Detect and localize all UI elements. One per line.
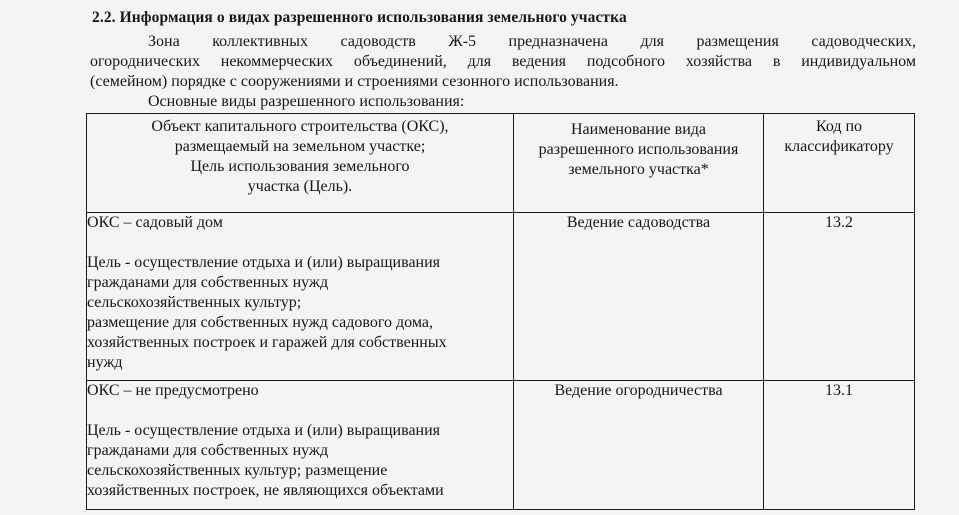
header-line: Объект капитального строительства (ОКС), bbox=[151, 118, 449, 135]
code-cell: 13.2 bbox=[764, 213, 915, 381]
purpose-line: хозяйственных построек и гаражей для собственных bbox=[87, 334, 447, 351]
purpose-line: Цель - осуществление отдыха и (или) выращивания bbox=[87, 422, 441, 439]
code-cell: 13.1 bbox=[764, 381, 915, 510]
purpose-line: размещение для собственных нужд садового дома, bbox=[87, 314, 433, 331]
purpose-line: Цель - осуществление отдыха и (или) выращивания bbox=[87, 254, 441, 271]
purpose-line: гражданами для собственных нужд bbox=[87, 274, 329, 291]
section-heading: 2.2. Информация о видах разрешенного использования земельного участка bbox=[92, 9, 627, 26]
header-oks bbox=[87, 114, 514, 213]
header-line: разрешенного использования bbox=[538, 141, 739, 158]
table-header-row bbox=[87, 114, 915, 213]
permitted-use-table bbox=[86, 113, 915, 510]
header-line: Наименование вида bbox=[570, 121, 707, 138]
oks-label: ОКС – не предусмотрено bbox=[87, 382, 259, 399]
oks-label: ОКС – садовый дом bbox=[87, 214, 223, 231]
header-code bbox=[764, 114, 915, 213]
purpose-line: хозяйственных построек, не являющихся объектами bbox=[87, 482, 444, 499]
intro-line: огороднических некоммерческих объединений, для ведения подсобного хозяйства в индивидуальном bbox=[90, 53, 916, 70]
purpose-line: сельскохозяйственных культур; bbox=[87, 294, 302, 311]
intro-paragraph bbox=[90, 32, 916, 92]
oks-cell bbox=[87, 213, 514, 381]
header-line: классификатору bbox=[784, 138, 894, 155]
table-row bbox=[87, 381, 915, 510]
header-line: Код по bbox=[815, 118, 863, 135]
intro-line: Зона коллективных садоводств Ж-5 предназначена для размещения садоводческих, bbox=[148, 33, 916, 50]
header-line: участка (Цель). bbox=[247, 178, 353, 195]
table-row bbox=[87, 213, 915, 381]
use-name-cell: Ведение садоводства bbox=[514, 213, 764, 381]
header-line: Цель использования земельного bbox=[190, 158, 410, 175]
purpose-line: сельскохозяйственных культур; размещение bbox=[87, 462, 388, 479]
intro-line: (семейном) порядке с сооружениями и строениями сезонного использования. bbox=[90, 73, 619, 90]
header-line: размещаемый на земельном участке; bbox=[174, 138, 426, 155]
use-name-cell: Ведение огородничества bbox=[514, 381, 764, 510]
header-use-name bbox=[514, 114, 764, 213]
oks-cell bbox=[87, 381, 514, 510]
header-line: земельного участка* bbox=[568, 161, 709, 178]
purpose-line: гражданами для собственных нужд bbox=[87, 442, 329, 459]
purpose-line: нужд bbox=[87, 354, 123, 371]
subheading: Основные виды разрешенного использования: bbox=[148, 93, 465, 110]
